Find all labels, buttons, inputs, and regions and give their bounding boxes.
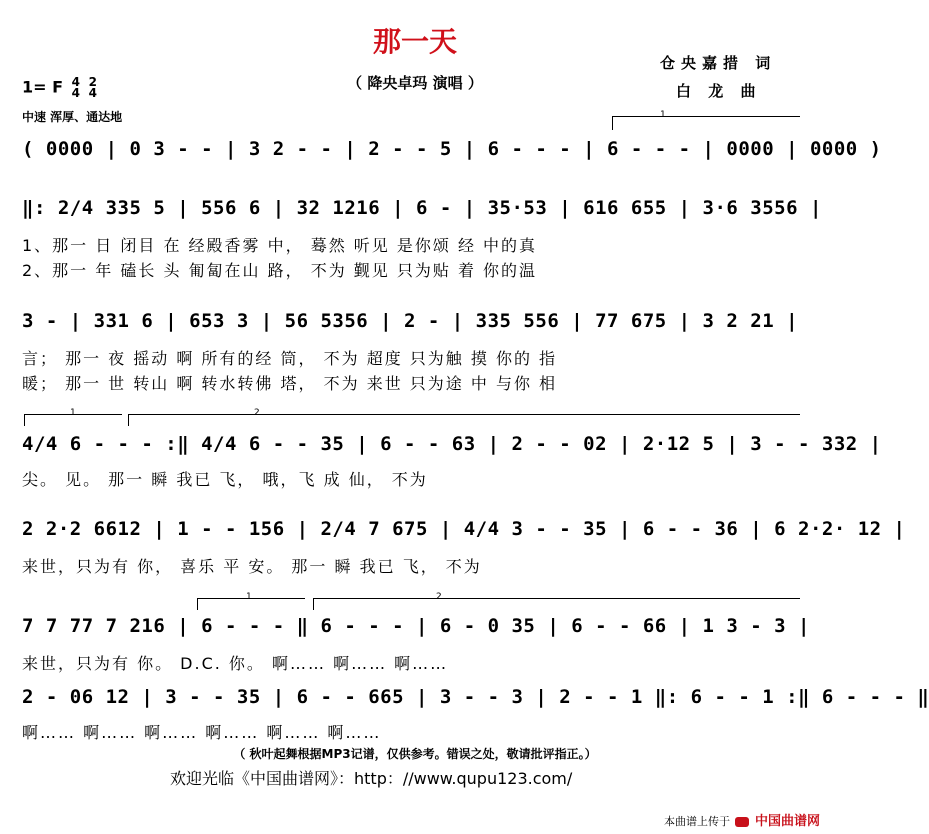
volta-1-number: 1	[246, 592, 252, 602]
footer-note: 本曲谱上传于	[663, 815, 730, 828]
lyrics-line-2-verse-1: 1、那一 日 闭目 在 经殿香雾 中， 蓦然 听见 是你颂 经 中的真	[22, 236, 538, 255]
volta-1-start	[612, 116, 613, 130]
notation-line-3: 3 - | 331 6 | 653 3 | 56 5356 | 2 - | 335 556 | 77 675 | 3 2 21 |	[22, 310, 799, 332]
volta-2-bracket	[128, 414, 800, 415]
volta-1-start	[24, 414, 25, 426]
volta-2-bracket	[313, 598, 800, 599]
time-signature-4-4: 4 4	[71, 75, 80, 100]
upload-footer	[664, 810, 820, 829]
lyrics-line-4: 尖。 见。 那一 瞬 我已 飞， 哦，飞 成 仙， 不为	[22, 470, 428, 489]
volta-2-start	[128, 414, 129, 426]
volta-2-number: 2	[436, 592, 442, 602]
volta-1-number: 1	[660, 110, 666, 120]
tempo-mark: 中速 浑厚、通达地	[22, 110, 123, 124]
website-welcome: 欢迎光临《中国曲谱网》：http：//www.qupu123.com/	[170, 769, 573, 788]
lyrics-line-7: 啊…… 啊…… 啊…… 啊…… 啊…… 啊……	[22, 723, 382, 742]
volta-1-bracket	[612, 116, 800, 117]
time-signature-2-4: 2 4	[88, 75, 97, 100]
key-label: 1= F	[22, 77, 64, 97]
transcription-footnote: （ 秋叶起舞根据MP3记谱，仅供参考。错误之处，敬请批评指正。）	[233, 747, 597, 761]
notation-line-2: ‖: 2/4 335 5 | 556 6 | 32 1216 | 6 - | 35·53 | 616 655 | 3·6 3556 |	[22, 197, 822, 219]
notation-line-7: 2 - 06 12 | 3 - - 35 | 6 - - 665 | 3 - - 3 | 2 - - 1 ‖: 6 - - 1 :‖ 6 - - - ‖	[22, 686, 929, 708]
site-logo-icon	[735, 817, 749, 827]
notation-line-6: 7 7 77 7 216 | 6 - - - ‖ 6 - - - | 6 - 0 35 | 6 - - 66 | 1 3 - 3 |	[22, 615, 810, 637]
volta-1-number: 1	[70, 408, 76, 418]
lyrics-line-2-verse-2: 2、那一 年 磕长 头 匍匐在山 路， 不为 觐见 只为贴 着 你的温	[22, 261, 538, 280]
composer-credit: 白 龙 曲	[676, 82, 762, 100]
volta-1-start	[197, 598, 198, 610]
lyrics-line-5: 来世，只为有 你， 喜乐 平 安。 那一 瞬 我已 飞， 不为	[22, 557, 482, 576]
lyricist-credit: 仓央嘉措 词	[660, 54, 777, 72]
lyrics-line-3-verse-1: 言； 那一 夜 摇动 啊 所有的经 筒， 不为 超度 只为触 摸 你的 指	[22, 349, 558, 368]
notation-line-4: 4/4 6 - - - :‖ 4/4 6 - - 35 | 6 - - 63 | 2 - - 02 | 2·12 5 | 3 - - 332 |	[22, 433, 882, 455]
notation-line-5: 2 2·2 6612 | 1 - - 156 | 2/4 7 675 | 4/4 3 - - 35 | 6 - - 36 | 6 2·2· 12 |	[22, 518, 906, 540]
notation-line-1: ( 0000 | 0 3 - - | 3 2 - - | 2 - - 5 | 6 - - - | 6 - - - | 0000 | 0000 )	[22, 138, 882, 160]
key-signature	[22, 77, 97, 99]
performer-subtitle: （ 降央卓玛 演唱 ）	[347, 74, 483, 92]
lyrics-line-3-verse-2: 暖； 那一 世 转山 啊 转水转佛 塔， 不为 来世 只为途 中 与你 相	[22, 374, 558, 393]
lyrics-line-6: 来世，只为有 你。 D.C. 你。 啊…… 啊…… 啊……	[22, 654, 449, 673]
volta-2-number: 2	[254, 408, 260, 418]
score-title: 那一天	[372, 25, 457, 58]
volta-2-start	[313, 598, 314, 610]
footer-brand[interactable]: 中国曲谱网	[754, 814, 820, 829]
